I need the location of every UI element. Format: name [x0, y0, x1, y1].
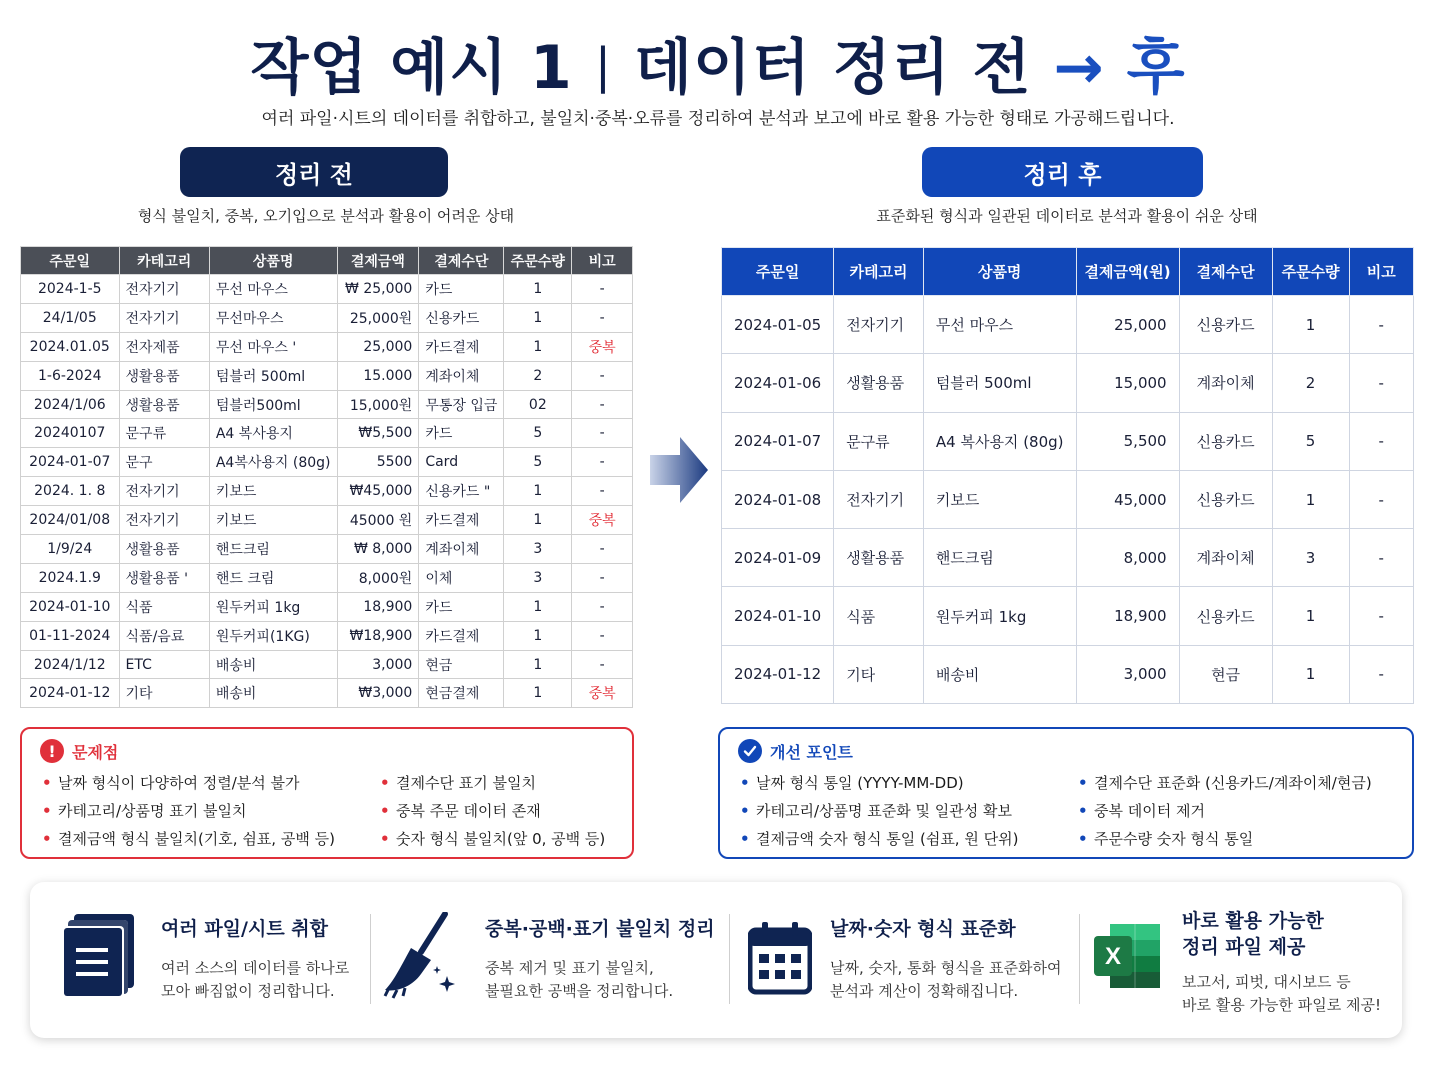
table-cell: 3: [1272, 529, 1349, 587]
table-cell: 2024.1.9: [21, 563, 120, 592]
table-cell: 현금결제: [419, 679, 504, 708]
table-cell: 신용카드: [1179, 470, 1272, 528]
table-cell: 무통장 입금: [419, 390, 504, 419]
feature-deliver-desc-1: 보고서, 피벗, 대시보드 등: [1182, 973, 1351, 991]
table-cell: 생활용품: [834, 354, 924, 412]
table-row: [21, 621, 633, 650]
table-cell: 핸드크림: [923, 529, 1076, 587]
table-cell: 무선마우스: [209, 303, 337, 332]
table-cell: 1: [504, 275, 572, 304]
problems-header: [40, 739, 614, 763]
table-cell: -: [572, 390, 633, 419]
feature-clean: [371, 882, 729, 1038]
table-cell: 1: [1272, 296, 1349, 354]
table-cell: 1: [504, 506, 572, 535]
exclamation-icon: !: [40, 739, 64, 763]
table-cell: -: [572, 419, 633, 448]
documents-icon: [60, 914, 136, 1000]
table-cell: 1: [1272, 587, 1349, 645]
table-cell: 전자기기: [834, 470, 924, 528]
title-arrow-after: → 후: [1053, 33, 1186, 103]
table-row: [722, 529, 1414, 587]
before-table-header: [21, 247, 633, 275]
table-cell: ₩45,000: [337, 477, 419, 506]
table-row: [21, 303, 633, 332]
page-subtitle: 여러 파일·시트의 데이터를 취합하고, 불일치·중복·오류를 정리하여 분석과 보고에 바로 활용 가능한 형태로 가공해드립니다.: [261, 109, 1175, 129]
table-cell: 카드: [419, 419, 504, 448]
broom-icon: [381, 912, 463, 1000]
table-row: [21, 650, 633, 679]
after-table-header: [722, 248, 1414, 296]
table-cell: 8,000원: [337, 563, 419, 592]
table-cell: 1: [504, 592, 572, 621]
table-cell: 문구류: [834, 412, 924, 470]
table-row: [722, 645, 1414, 703]
before-label: 정리 전: [180, 147, 448, 197]
before-table: [20, 246, 633, 708]
table-cell: 카드결제: [419, 506, 504, 535]
after-column-header: 결제금액(원): [1076, 248, 1179, 296]
title-separator: |: [594, 38, 612, 94]
table-cell: 01-11-2024: [21, 621, 120, 650]
table-cell: 1/9/24: [21, 535, 120, 564]
table-cell: 원두커피 1kg: [209, 592, 337, 621]
table-cell: -: [1349, 645, 1414, 703]
table-row: [21, 563, 633, 592]
table-cell: 5: [504, 419, 572, 448]
table-cell: 핸드 크림: [209, 563, 337, 592]
table-cell: -: [1349, 412, 1414, 470]
table-cell: 원두커피 1kg: [923, 587, 1076, 645]
table-cell: -: [572, 275, 633, 304]
list-item: • 결제수단 표기 불일치: [378, 769, 605, 797]
table-cell: 1: [504, 650, 572, 679]
feature-standardize-title: 날짜·숫자 형식 표준화: [830, 918, 1016, 940]
table-cell: ₩5,500: [337, 419, 419, 448]
feature-merge-desc-2: 모아 빠짐없이 정리합니다.: [161, 982, 335, 1000]
table-cell: 전자기기: [119, 303, 209, 332]
table-cell: 키보드: [209, 506, 337, 535]
table-cell: 현금: [419, 650, 504, 679]
feature-deliver-title-1: 바로 활용 가능한: [1182, 910, 1324, 932]
improvements-box: [718, 727, 1414, 859]
feature-merge-title: 여러 파일/시트 취합: [161, 918, 329, 940]
table-row: [722, 354, 1414, 412]
table-cell: 25,000: [1076, 296, 1179, 354]
table-cell: 1: [504, 477, 572, 506]
table-cell: 중복: [572, 332, 633, 361]
table-cell: 문구류: [119, 419, 209, 448]
list-item: • 날짜 형식 통일 (YYYY-MM-DD): [738, 769, 1076, 797]
improvements-list-right: [1076, 769, 1372, 853]
table-cell: 신용카드: [1179, 587, 1272, 645]
table-cell: ₩ 8,000: [337, 535, 419, 564]
table-cell: 카드: [419, 275, 504, 304]
list-item: • 결제금액 숫자 형식 통일 (쉼표, 원 단위): [738, 825, 1076, 853]
table-cell: 2024/01/08: [21, 506, 120, 535]
table-cell: 생활용품 ': [119, 563, 209, 592]
table-row: [722, 587, 1414, 645]
table-cell: 1-6-2024: [21, 361, 120, 390]
table-cell: 2024. 1. 8: [21, 477, 120, 506]
table-cell: 카드결제: [419, 332, 504, 361]
table-cell: 생활용품: [119, 361, 209, 390]
table-cell: 1: [504, 679, 572, 708]
table-cell: 무선 마우스: [209, 275, 337, 304]
table-cell: 무선 마우스: [923, 296, 1076, 354]
table-cell: 카드결제: [419, 621, 504, 650]
table-cell: 중복: [572, 679, 633, 708]
feature-merge-desc-1: 여러 소스의 데이터를 하나로: [161, 959, 350, 977]
before-column-header: 상품명: [209, 247, 337, 275]
table-cell: -: [572, 361, 633, 390]
table-cell: 2024/1/12: [21, 650, 120, 679]
table-cell: A4 복사용지: [209, 419, 337, 448]
table-cell: 2024-01-09: [722, 529, 834, 587]
table-cell: 키보드: [923, 470, 1076, 528]
problems-title: 문제점: [72, 742, 119, 762]
table-cell: 2024-01-08: [722, 470, 834, 528]
table-cell: 25,000: [337, 332, 419, 361]
table-cell: ETC: [119, 650, 209, 679]
table-cell: 계좌이체: [1179, 354, 1272, 412]
table-cell: 20240107: [21, 419, 120, 448]
table-cell: -: [1349, 296, 1414, 354]
table-cell: ₩18,900: [337, 621, 419, 650]
table-cell: -: [572, 650, 633, 679]
table-cell: 텀블러 500ml: [923, 354, 1076, 412]
table-cell: -: [572, 448, 633, 477]
table-cell: 8,000: [1076, 529, 1179, 587]
table-row: [21, 592, 633, 621]
excel-icon-letter: X: [1104, 943, 1122, 970]
page-title: [0, 20, 1436, 106]
table-cell: -: [1349, 529, 1414, 587]
after-column-header: 주문일: [722, 248, 834, 296]
after-caption: 표준화된 형식과 일관된 데이터로 분석과 활용이 쉬운 상태: [876, 207, 1258, 225]
table-cell: 25,000원: [337, 303, 419, 332]
table-cell: A4 복사용지 (80g): [923, 412, 1076, 470]
table-cell: Card: [419, 448, 504, 477]
feature-clean-desc-1: 중복 제거 및 표기 불일치,: [485, 959, 654, 977]
table-cell: 배송비: [923, 645, 1076, 703]
table-cell: 2024-01-12: [21, 679, 120, 708]
table-cell: 전자기기: [119, 506, 209, 535]
table-cell: 배송비: [209, 679, 337, 708]
table-row: [21, 419, 633, 448]
feature-clean-title: 중복·공백·표기 불일치 정리: [485, 918, 715, 940]
feature-clean-desc-2: 불필요한 공백을 정리합니다.: [485, 982, 674, 1000]
after-column-header: 상품명: [923, 248, 1076, 296]
table-cell: 계좌이체: [1179, 529, 1272, 587]
table-row: [722, 470, 1414, 528]
table-cell: 3: [504, 563, 572, 592]
feature-strip: [30, 882, 1402, 1038]
table-cell: -: [572, 303, 633, 332]
improvements-title: 개선 포인트: [770, 742, 853, 762]
before-column-header: 결제수단: [419, 247, 504, 275]
table-cell: 카드: [419, 592, 504, 621]
table-row: [21, 390, 633, 419]
after-column-header: 비고: [1349, 248, 1414, 296]
list-item: • 카테고리/상품명 표기 불일치: [40, 797, 378, 825]
table-cell: -: [572, 477, 633, 506]
table-cell: 24/1/05: [21, 303, 120, 332]
table-cell: ₩3,000: [337, 679, 419, 708]
table-cell: 02: [504, 390, 572, 419]
feature-deliver-title-2: 정리 파일 제공: [1182, 936, 1306, 958]
after-table-body: [722, 296, 1414, 704]
table-cell: 전자기기: [119, 477, 209, 506]
before-column-header: 결제금액: [337, 247, 419, 275]
feature-deliver: [1080, 882, 1402, 1038]
feature-standardize-desc-1: 날짜, 숫자, 통화 형식을 표준화하여: [830, 959, 1062, 977]
table-cell: 기타: [119, 679, 209, 708]
table-cell: 1: [1272, 645, 1349, 703]
table-cell: 키보드: [209, 477, 337, 506]
table-cell: 1: [504, 621, 572, 650]
table-cell: 2024-01-05: [722, 296, 834, 354]
list-item: • 중복 데이터 제거: [1076, 797, 1372, 825]
problems-list-right: [378, 769, 605, 853]
table-row: [21, 275, 633, 304]
table-cell: 텀블러 500ml: [209, 361, 337, 390]
after-column-header: 카테고리: [834, 248, 924, 296]
table-cell: 18,900: [337, 592, 419, 621]
table-row: [21, 477, 633, 506]
table-cell: -: [572, 535, 633, 564]
table-cell: A4복사용지 (80g): [209, 448, 337, 477]
table-cell: 2024-01-12: [722, 645, 834, 703]
after-label: 정리 후: [922, 147, 1203, 197]
table-cell: 신용카드: [1179, 296, 1272, 354]
table-cell: -: [1349, 470, 1414, 528]
calendar-icon: [748, 922, 812, 996]
table-cell: 텀블러500ml: [209, 390, 337, 419]
list-item: • 주문수량 숫자 형식 통일: [1076, 825, 1372, 853]
check-circle-icon: [738, 739, 762, 763]
after-table: [721, 247, 1414, 704]
table-cell: 식품: [119, 592, 209, 621]
table-cell: 5: [1272, 412, 1349, 470]
table-cell: 원두커피(1KG): [209, 621, 337, 650]
problems-box: [20, 727, 634, 859]
table-cell: 생활용품: [834, 529, 924, 587]
table-cell: 배송비: [209, 650, 337, 679]
table-row: [21, 332, 633, 361]
table-cell: 이체: [419, 563, 504, 592]
table-cell: 15,000: [1076, 354, 1179, 412]
table-row: [21, 535, 633, 564]
list-item: • 카테고리/상품명 표준화 및 일관성 확보: [738, 797, 1076, 825]
list-item: • 중복 주문 데이터 존재: [378, 797, 605, 825]
table-cell: 2024-01-07: [722, 412, 834, 470]
before-table-body: [21, 275, 633, 708]
table-cell: 3,000: [1076, 645, 1179, 703]
table-cell: 5500: [337, 448, 419, 477]
after-column-header: 결제수단: [1179, 248, 1272, 296]
before-column-header: 카테고리: [119, 247, 209, 275]
problems-list-left: [40, 769, 378, 853]
right-arrow-icon: [650, 437, 708, 503]
table-cell: 2024-01-06: [722, 354, 834, 412]
table-cell: 식품/음료: [119, 621, 209, 650]
before-column-header: 주문일: [21, 247, 120, 275]
table-cell: 1: [1272, 470, 1349, 528]
table-cell: 45000 원: [337, 506, 419, 535]
table-cell: 전자기기: [119, 275, 209, 304]
feature-standardize: [730, 882, 1079, 1038]
table-cell: 18,900: [1076, 587, 1179, 645]
improvements-list-left: [738, 769, 1076, 853]
table-cell: -: [1349, 587, 1414, 645]
table-cell: 무선 마우스 ': [209, 332, 337, 361]
after-column-header: 주문수량: [1272, 248, 1349, 296]
table-cell: 2024-1-5: [21, 275, 120, 304]
table-cell: -: [572, 621, 633, 650]
table-cell: 2: [1272, 354, 1349, 412]
table-cell: 1: [504, 303, 572, 332]
title-main: 작업 예시 1: [250, 33, 573, 103]
before-column-header: 비고: [572, 247, 633, 275]
table-cell: 전자제품: [119, 332, 209, 361]
table-cell: 핸드크림: [209, 535, 337, 564]
feature-deliver-desc-2: 바로 활용 가능한 파일로 제공!: [1182, 996, 1381, 1014]
table-cell: 신용카드 ": [419, 477, 504, 506]
table-row: [21, 448, 633, 477]
table-cell: 3: [504, 535, 572, 564]
list-item: • 날짜 형식이 다양하여 정렬/분석 불가: [40, 769, 378, 797]
list-item: • 결제금액 형식 불일치(기호, 쉼표, 공백 등): [40, 825, 378, 853]
improvements-header: [738, 739, 1394, 763]
table-cell: 5: [504, 448, 572, 477]
table-row: [21, 506, 633, 535]
table-cell: -: [572, 592, 633, 621]
table-cell: 계좌이체: [419, 535, 504, 564]
table-cell: 식품: [834, 587, 924, 645]
table-cell: 1: [504, 332, 572, 361]
feature-merge: [30, 882, 370, 1038]
table-cell: 문구: [119, 448, 209, 477]
table-row: [722, 296, 1414, 354]
table-row: [722, 412, 1414, 470]
excel-icon: [1092, 922, 1162, 992]
table-cell: 현금: [1179, 645, 1272, 703]
table-cell: 45,000: [1076, 470, 1179, 528]
table-cell: 계좌이체: [419, 361, 504, 390]
table-cell: ₩ 25,000: [337, 275, 419, 304]
table-cell: 생활용품: [119, 390, 209, 419]
table-cell: 2024-01-10: [722, 587, 834, 645]
list-item: • 결제수단 표준화 (신용카드/계좌이체/현금): [1076, 769, 1372, 797]
table-cell: 2024-01-07: [21, 448, 120, 477]
table-cell: 신용카드: [419, 303, 504, 332]
table-cell: 전자기기: [834, 296, 924, 354]
table-cell: 15.000: [337, 361, 419, 390]
table-row: [21, 361, 633, 390]
table-cell: 3,000: [337, 650, 419, 679]
table-cell: 15,000원: [337, 390, 419, 419]
table-row: [21, 679, 633, 708]
table-cell: 신용카드: [1179, 412, 1272, 470]
feature-standardize-desc-2: 분석과 계산이 정확해집니다.: [830, 982, 1019, 1000]
before-caption: 형식 불일치, 중복, 오기입으로 분석과 활용이 어려운 상태: [137, 207, 515, 225]
table-cell: 생활용품: [119, 535, 209, 564]
list-item: • 숫자 형식 불일치(앞 0, 공백 등): [378, 825, 605, 853]
title-part: 데이터 정리 전: [633, 33, 1032, 103]
before-column-header: 주문수량: [504, 247, 572, 275]
table-cell: 5,500: [1076, 412, 1179, 470]
table-cell: 중복: [572, 506, 633, 535]
table-cell: 2024/1/06: [21, 390, 120, 419]
table-cell: 2: [504, 361, 572, 390]
table-cell: 2024.01.05: [21, 332, 120, 361]
table-cell: 2024-01-10: [21, 592, 120, 621]
table-cell: -: [1349, 354, 1414, 412]
table-cell: 기타: [834, 645, 924, 703]
table-cell: -: [572, 563, 633, 592]
